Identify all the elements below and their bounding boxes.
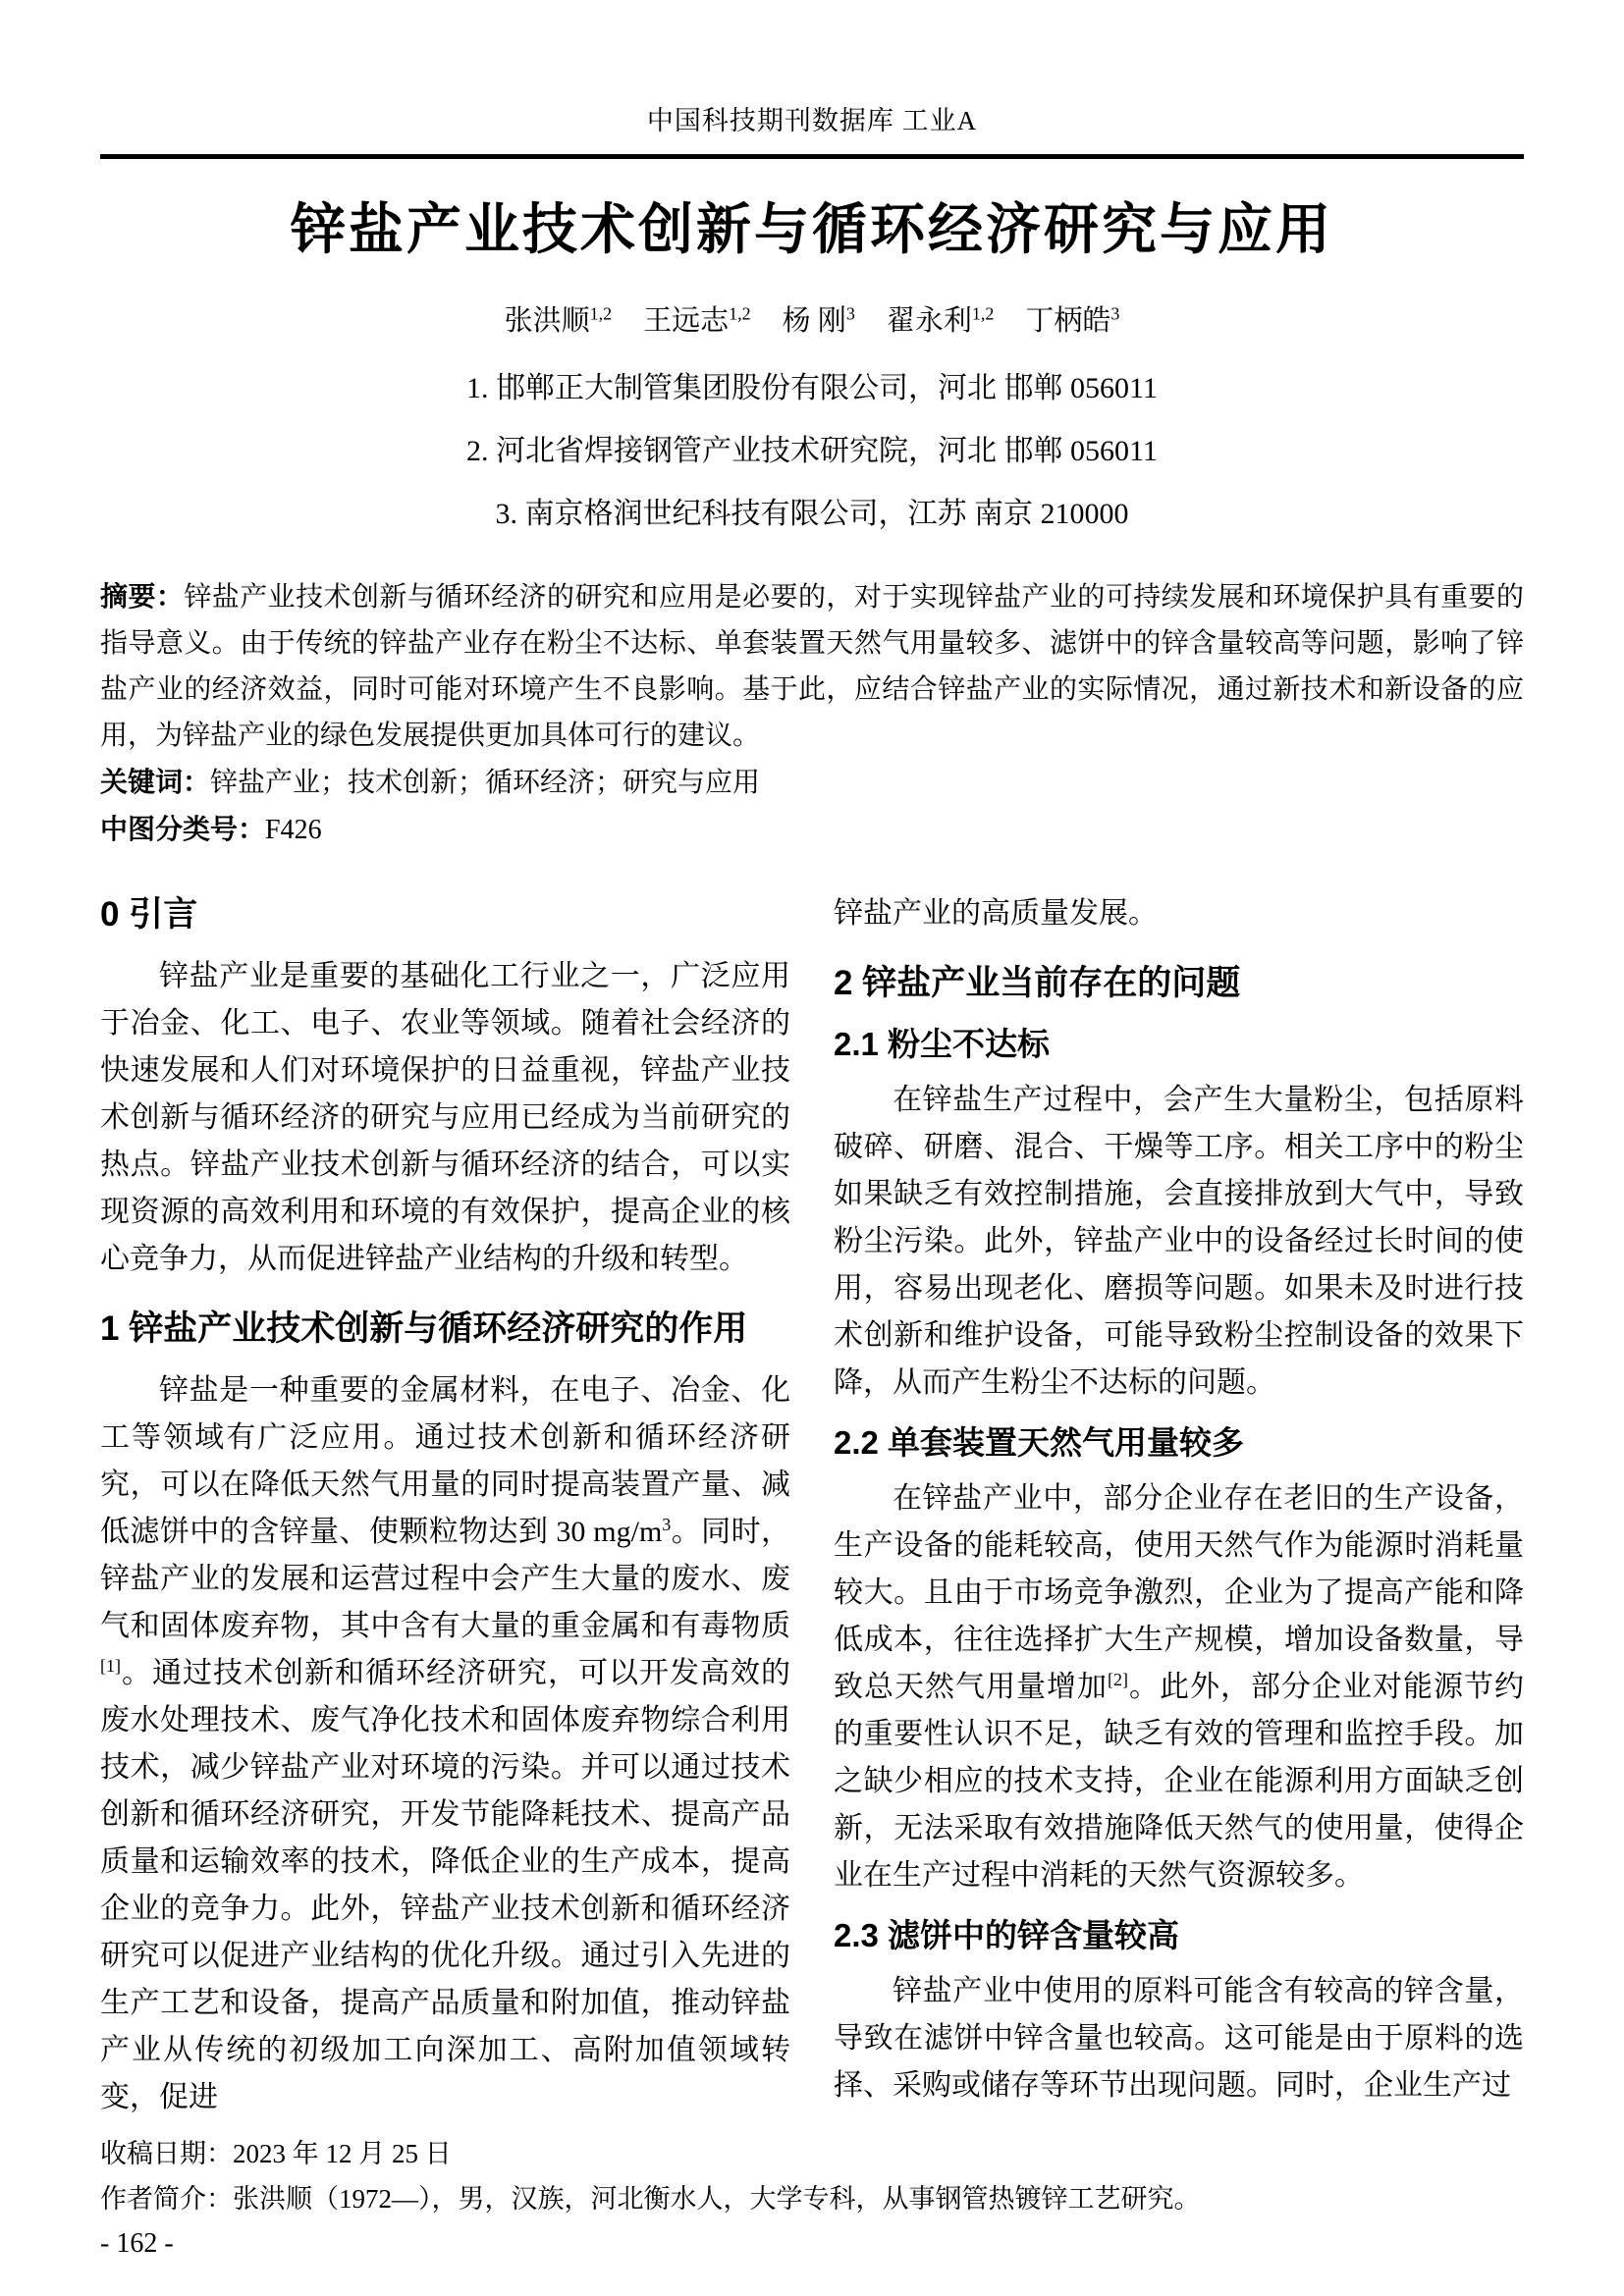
abstract-label: 摘要： (100, 580, 185, 612)
author-affiliation-superscript: 3 (1110, 303, 1120, 323)
section-heading: 2 锌盐产业当前存在的问题 (834, 963, 1241, 1002)
author-affiliation-superscript: 1,2 (971, 303, 995, 323)
subsection-heading: 2.3 滤饼中的锌含量较高 (834, 1916, 1180, 1953)
paragraph-text: 。此外，部分企业对能源节约的重要性认识不足，缺乏有效的管理和监控手段。加之缺少相应的技术支持，企业在能源利用方面缺乏创新，无法采取有效措施降低天然气的使用量，使得企业在生产过程中消耗的天然气资源较多。 (834, 1670, 1524, 1892)
author-name: 杨 刚 (782, 304, 846, 337)
journal-name: 中国科技期刊数据库 工业A (646, 106, 978, 135)
paragraph-text: 。同时，锌盐产业的发展和运营过程中会产生大量的废水、废气和固体废弃物，其中含有大量的重金属和有毒物质 (100, 1515, 790, 1642)
author (1025, 305, 1119, 337)
superscript-reference: [1] (100, 1655, 121, 1676)
paragraph-continuation (834, 890, 1524, 937)
keywords-text: 锌盐产业；技术创新；循环经济；研究与应用 (210, 767, 761, 798)
author-affiliation-superscript: 1,2 (589, 303, 613, 323)
paragraph-text: 锌盐是一种重要的金属材料，在电子、冶金、化工等领域有广泛应用。通过技术创新和循环经济研究，可以在降低天然气用量的同时提高装置产量、减低滤饼中的含锌量、使颗粒物达到 30 mg/m (100, 1373, 790, 1548)
clc-value: F426 (265, 814, 322, 845)
affiliations (100, 357, 1524, 546)
meta-block (100, 573, 1524, 853)
left-column (100, 890, 790, 2121)
paragraph (100, 1367, 790, 2121)
paper-title: 锌盐产业技术创新与循环经济研究与应用 (291, 200, 1333, 261)
received-date: 收稿日期：2023 年 12 月 25 日 (100, 2138, 452, 2168)
author-name: 翟永利 (886, 304, 972, 337)
author-bio: 作者简介：张洪顺（1972—），男，汉族，河北衡水人，大学专科，从事钢管热镀锌工艺研究。 (100, 2183, 1201, 2214)
section-heading: 0 引言 (100, 894, 198, 934)
paragraph (834, 1475, 1524, 1899)
section-heading: 1 锌盐产业技术创新与循环经济研究的作用 (100, 1308, 748, 1348)
keywords-label: 关键词： (100, 766, 211, 797)
author-affiliation-superscript: 3 (845, 303, 855, 323)
paragraph (100, 953, 790, 1283)
header-rule (100, 154, 1524, 159)
superscript-reference: [2] (1108, 1669, 1128, 1689)
author (887, 305, 995, 337)
affiliation: 2. 河北省焊接钢管产业技术研究院，河北 邯郸 056011 (466, 434, 1158, 467)
page-footer (100, 2131, 1524, 2267)
author (505, 305, 613, 337)
abstract-text: 锌盐产业技术创新与循环经济的研究和应用是必要的，对于实现锌盐产业的可持续发展和环境保护具有重要的指导意义。由于传统的锌盐产业存在粉尘不达标、单套装置天然气用量较多、滤饼中的锌含量较高等问题，影响了锌盐产业的经济效益，同时可能对环境产生不良影响。基于此，应结合锌盐产业的实际情况，通过新技术和新设备的应用，为锌盐产业的绿色发展提供更加具体可行的建议。 (100, 581, 1524, 751)
right-column (834, 890, 1524, 2121)
superscript-reference: 3 (662, 1514, 672, 1534)
author-affiliation-superscript: 1,2 (729, 303, 751, 323)
clc-label: 中图分类号： (100, 813, 266, 844)
paragraph-text: 锌盐产业中使用的原料可能含有较高的锌含量，导致在滤饼中锌含量也较高。这可能是由于原料的选择、采购或储存等环节出现问题。同时，企业生产过 (834, 1974, 1524, 2102)
body-columns (100, 890, 1524, 2121)
paragraph-text: 。通过技术创新和循环经济研究，可以开发高效的废水处理技术、废气净化技术和固体废弃物综合利用技术，减少锌盐产业对环境的污染。并可以通过技术创新和循环经济研究，开发节能降耗技术、提高产品质量和运输效率的技术，降低企业的生产成本，提高企业的竞争力。此外，锌盐产业技术创新和循环经济研究可以促进产业结构的优化升级。通过引入先进的生产工艺和设备，提高产品质量和附加值，推动锌盐产业从传统的初级加工向深加工、高附加值领域转变，促进 (100, 1656, 790, 2113)
paragraph-text: 锌盐产业的高质量发展。 (834, 896, 1158, 930)
paragraph (834, 1968, 1524, 2109)
author (643, 305, 751, 337)
paragraph-text: 在锌盐生产过程中，会产生大量粉尘，包括原料破碎、研磨、混合、干燥等工序。相关工序中的粉尘如果缺乏有效控制措施，会直接排放到大气中，导致粉尘污染。此外，锌盐产业中的设备经过长时间的使用，容易出现老化、磨损等问题。如果未及时进行技术创新和维护设备，可能导致粉尘控制设备的效果下降，从而产生粉尘不达标的问题。 (834, 1083, 1524, 1399)
authors-line (100, 293, 1524, 342)
page-number: - 162 - (100, 2227, 174, 2259)
author-name: 丁柄皓 (1025, 304, 1111, 337)
clc-line (100, 806, 1524, 853)
paragraph-text: 在锌盐产业中，部分企业存在老旧的生产设备，生产设备的能耗较高，使用天然气作为能源时消耗量较大。且由于市场竞争激烈，企业为了提高产能和降低成本，往往选择扩大生产规模，增加设备数量，导致总天然气用量增加 (834, 1481, 1524, 1703)
abstract-paragraph (100, 573, 1524, 759)
paragraph-text: 锌盐产业是重要的基础化工行业之一，广泛应用于冶金、化工、电子、农业等领域。随着社会经济的快速发展和人们对环境保护的日益重视，锌盐产业技术创新与循环经济的研究与应用已经成为当前研究的热点。锌盐产业技术创新与循环经济的结合，可以实现资源的高效利用和环境的有效保护，提高企业的核心竞争力，从而促进锌盐产业结构的升级和转型。 (100, 959, 790, 1275)
affiliation: 1. 邯郸正大制管集团股份有限公司，河北 邯郸 056011 (466, 371, 1158, 404)
paragraph (834, 1077, 1524, 1407)
affiliation: 3. 南京格润世纪科技有限公司，江苏 南京 210000 (495, 497, 1129, 530)
subsection-heading: 2.2 单套装置天然气用量较多 (834, 1423, 1245, 1461)
subsection-heading: 2.1 粉尘不达标 (834, 1025, 1051, 1062)
author (783, 305, 855, 337)
author-name: 王远志 (643, 304, 730, 337)
author-name: 张洪顺 (504, 304, 590, 337)
keywords-line (100, 759, 1524, 806)
